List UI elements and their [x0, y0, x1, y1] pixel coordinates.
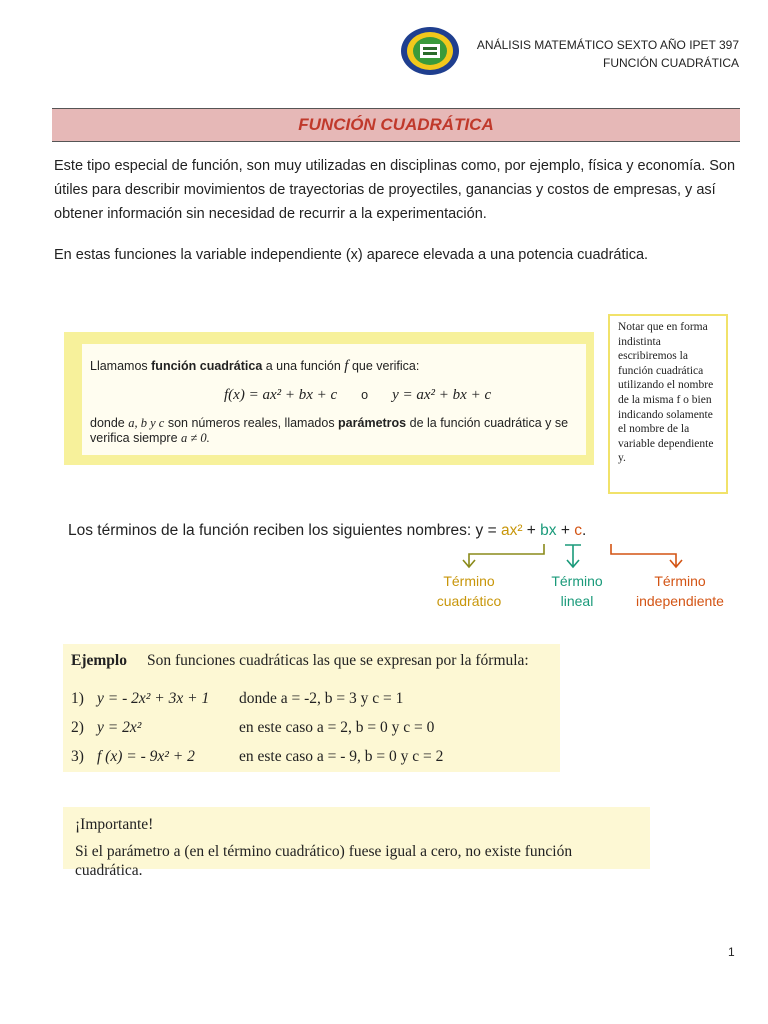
- important-body: Si el parámetro a (en el término cuadrático) fuese igual a cero, no existe función cuadrática.: [75, 843, 573, 879]
- row-formula: f (x) = - 9x² + 2: [97, 748, 195, 765]
- arrow-lin: [565, 545, 581, 567]
- header-topic: FUNCIÓN CUADRÁTICA: [602, 56, 739, 70]
- page-title: FUNCIÓN CUADRÁTICA: [298, 115, 494, 134]
- row-desc: donde a = -2, b = 3 y c = 1: [239, 690, 404, 707]
- example-label: Ejemplo: [71, 652, 127, 669]
- intro-paragraph-2: En estas funciones la variable independiente (x) aparece elevada a una potencia cuadrática.: [54, 247, 649, 263]
- terms-end: .: [581, 522, 587, 539]
- intro-paragraph-1: Este tipo especial de función, son muy utilizadas en disciplinas como, por ejemplo, física y economía. Son útiles para describir movimientos de trayectorias de proyectiles, ganancias y costos de empresas, y así obtener información sin necesidad de recurrir a la experimentación.: [54, 158, 736, 222]
- term-ax2: ax²: [500, 522, 523, 539]
- terms-plus: +: [522, 522, 541, 539]
- def-bold: parámetros: [338, 416, 407, 430]
- label-line: Término: [551, 573, 603, 589]
- note-box: [608, 314, 728, 494]
- row-desc: en este caso a = 2, b = 0 y c = 0: [239, 719, 435, 736]
- row-desc: en este caso a = - 9, b = 0 y c = 2: [239, 748, 444, 765]
- arrow-ind: [611, 544, 682, 567]
- header-course: ANÁLISIS MATEMÁTICO SEXTO AÑO IPET 397: [476, 38, 739, 52]
- definition-line-2: [90, 416, 590, 446]
- important-box: [63, 807, 650, 879]
- terms-line: [68, 522, 586, 540]
- label-line: lineal: [560, 593, 594, 609]
- def-text: de la función cuadrática y se verifica siempre: [90, 416, 569, 445]
- example-row: [71, 719, 434, 737]
- row-num: 3): [71, 748, 84, 765]
- def-text: Llamamos: [90, 359, 152, 373]
- example-row: [71, 690, 403, 708]
- def-text: a una función: [262, 359, 345, 373]
- definition-inner: [82, 344, 586, 455]
- title-bar: [52, 108, 740, 142]
- def-vars: a, b y c: [128, 416, 165, 430]
- row-num: 2): [71, 719, 84, 736]
- def-f: f: [344, 358, 349, 374]
- page-number: 1: [728, 945, 735, 959]
- formula-left: f(x) = ax² + bx + c: [224, 387, 338, 403]
- label-linear-term: [540, 571, 614, 611]
- definition-line-1: [90, 358, 419, 375]
- def-bold: función cuadrática: [151, 359, 263, 373]
- term-c: c: [574, 522, 582, 539]
- row-formula: y = - 2x² + 3x + 1: [97, 690, 210, 707]
- definition-formula: [224, 387, 491, 404]
- def-text: son números reales, llamados: [164, 416, 339, 430]
- arrow-quad: [463, 544, 544, 567]
- label-independent-term: [622, 571, 738, 611]
- note-text: Notar que en forma indistinta escribiremos la función cuadrática utilizando el nombre de la misma f o bien indicando solamente el nombre de la variable dependiente y.: [618, 321, 714, 465]
- formula-right: y = ax² + bx + c: [392, 387, 492, 403]
- def-text: que verifica:: [348, 359, 420, 373]
- label-quadratic-term: [426, 571, 512, 611]
- def-text: donde: [90, 416, 129, 430]
- label-line: cuadrático: [436, 593, 502, 609]
- formula-or: o: [361, 388, 369, 402]
- school-logo: [400, 26, 460, 76]
- example-heading: [71, 652, 529, 670]
- terms-plus: +: [556, 522, 575, 539]
- example-row: [71, 748, 443, 766]
- label-line: Término: [443, 573, 495, 589]
- page-header: [477, 36, 739, 72]
- example-heading-text: Son funciones cuadráticas las que se expresan por la fórmula:: [146, 652, 529, 669]
- example-box: [63, 644, 560, 772]
- definition-box: [64, 332, 594, 465]
- label-line: Término: [654, 573, 706, 589]
- label-line: independiente: [636, 593, 724, 609]
- term-bx: bx: [540, 522, 557, 539]
- row-formula: y = 2x²: [97, 719, 142, 736]
- terms-intro: Los términos de la función reciben los siguientes nombres: y =: [68, 522, 501, 539]
- def-cond: a ≠ 0.: [181, 431, 210, 445]
- row-num: 1): [71, 690, 84, 707]
- important-title: ¡Importante!: [75, 816, 154, 833]
